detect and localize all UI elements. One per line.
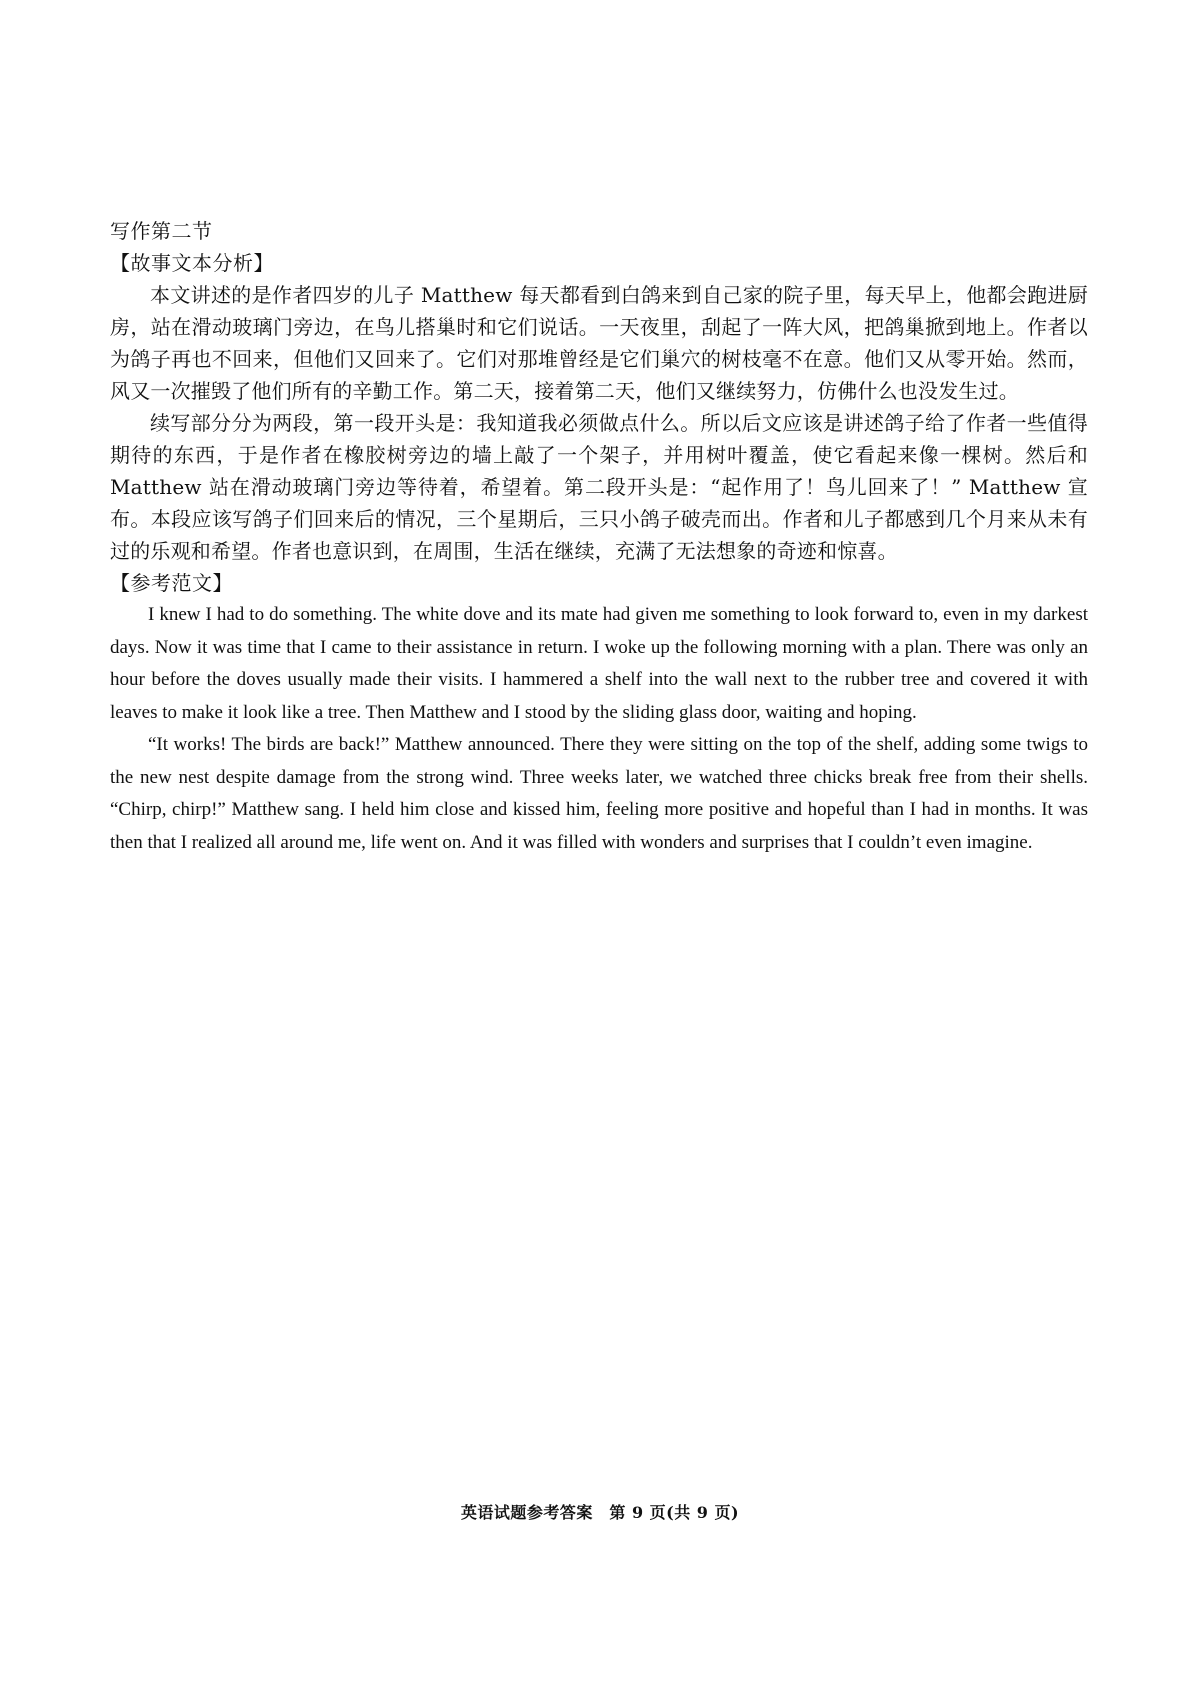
sample-paragraph-1: I knew I had to do something. The white dove and its mate had given me something to look forward to, even in my darkest days. Now it was time that I came to their assistance in return. I woke up the following morning with a plan. There was only an hour before the doves usually made their visits. I hammered a shelf into the wall next to the rubber tree and covered it with leaves to make it look like a tree. Then Matthew and I stood by the sliding glass door, waiting and hoping. [110,604,1088,723]
analysis-paragraph-2: 续写部分分为两段，第一段开头是：我知道我必须做点什么。所以后文应该是讲述鸽子给了作者一些值得期待的东西，于是作者在橡胶树旁边的墙上敲了一个架子，并用树叶覆盖，使它看起来像一棵树。然后和 Matthew 站在滑动玻璃门旁边等待着，希望着。第二段开头是：“起作用了！鸟儿回来了！” Matthew 宣布。本段应该写鸽子们回来后的情况，三个星期后，三只小鸽子破壳而出。作者和儿子都感到几个月来从未有过的乐观和希望。作者也意识到，在周围，生活在继续，充满了无法想象的奇迹和惊喜。 [110,411,1088,563]
page-footer: 英语试题参考答案 第 9 页(共 9 页) [460,1503,740,1522]
analysis-paragraph-1: 本文讲述的是作者四岁的儿子 Matthew 每天都看到白鸽来到自己家的院子里，每天早上，他都会跑进厨房，站在滑动玻璃门旁边，在鸟儿搭巢时和它们说话。一天夜里，刮起了一阵大风，把鸽巢掀到地上。作者以为鸽子再也不回来，但他们又回来了。它们对那堆曾经是它们巢穴的树枝毫不在意。他们又从零开始。然而，风又一次摧毁了他们所有的辛勤工作。第二天，接着第二天，他们又继续努力，仿佛什么也没发生过。 [110,283,1088,403]
section-title: 写作第二节 [110,219,213,243]
page-content [110,215,1088,859]
sample-heading: 【参考范文】 [110,571,233,595]
analysis-heading: 【故事文本分析】 [110,251,274,275]
sample-paragraph-2: “It works! The birds are back!” Matthew announced. There they were sitting on the top of the shelf, adding some twigs to the new nest despite damage from the strong wind. Three weeks later, we watched three chicks break free from their shells. “Chirp, chirp!” Matthew sang. I held him close and kissed him, feeling more positive and hopeful than I had in months. It was then that I realized all around me, life went on. And it was filled with wonders and surprises that I couldn’t even imagine. [110,734,1088,853]
